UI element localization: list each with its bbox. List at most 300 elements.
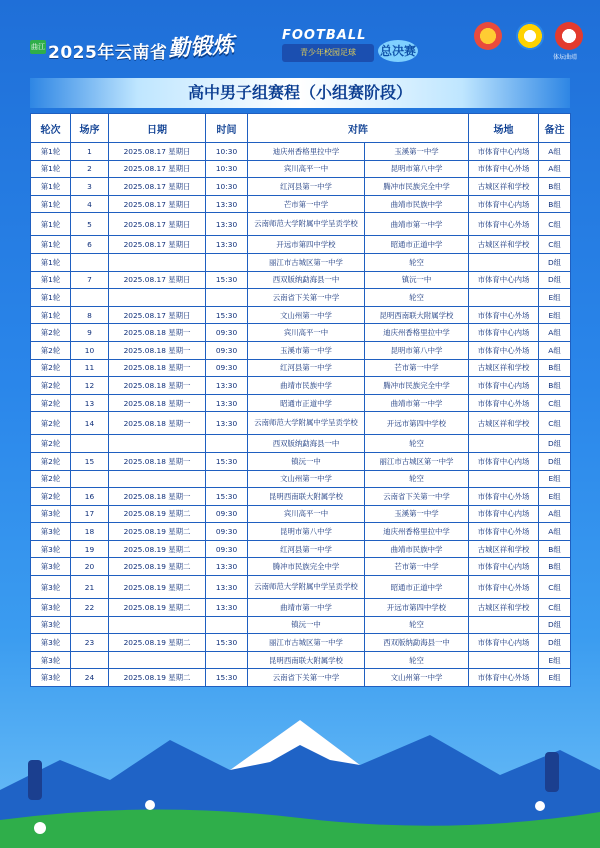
- cell-date: 2025.08.17 星期日: [109, 195, 206, 213]
- cell-date: 2025.08.19 星期二: [109, 599, 206, 617]
- cell-note: B组: [539, 558, 571, 576]
- header-final-label: 总决赛: [378, 40, 418, 62]
- cell-home-team: 迪庆州香格里拉中学: [248, 143, 365, 161]
- cell-away-team: 曲靖市民族中学: [365, 195, 469, 213]
- cell-venue: 市体育中心外场: [469, 394, 539, 412]
- cell-time: 10:30: [206, 178, 248, 196]
- cell-home-team: 西双版纳勐海县一中: [248, 435, 365, 453]
- cell-away-team: 芒市第一中学: [365, 558, 469, 576]
- cell-time: 10:30: [206, 160, 248, 178]
- table-row: [31, 599, 571, 617]
- cell-round: 第3轮: [31, 576, 71, 599]
- table-row: [31, 412, 571, 435]
- cell-time: 15:30: [206, 452, 248, 470]
- football-icon: [145, 800, 155, 810]
- cell-home-team: 芒市第一中学: [248, 195, 365, 213]
- header-note: 备注: [539, 114, 571, 143]
- header-football-sub: 青少年校园足球: [282, 44, 374, 62]
- cell-no: 7: [71, 271, 109, 289]
- cell-round: 第1轮: [31, 160, 71, 178]
- cell-home-team: 昭通市正道中学: [248, 394, 365, 412]
- cell-note: B组: [539, 377, 571, 395]
- mountain-scenery: [0, 700, 600, 848]
- cell-no: 16: [71, 488, 109, 506]
- cell-away-team: 镇沅一中: [365, 271, 469, 289]
- table-row: [31, 523, 571, 541]
- cell-date: 2025.08.19 星期二: [109, 558, 206, 576]
- header-round: 轮次: [31, 114, 71, 143]
- cell-time: 13:30: [206, 195, 248, 213]
- cell-no: 19: [71, 540, 109, 558]
- cell-date: 2025.08.17 星期日: [109, 143, 206, 161]
- cell-round: 第3轮: [31, 651, 71, 669]
- cell-home-team: 红河县第一中学: [248, 540, 365, 558]
- cell-time: 13:30: [206, 558, 248, 576]
- cell-no: 20: [71, 558, 109, 576]
- cell-time: 09:30: [206, 341, 248, 359]
- cell-note: D组: [539, 435, 571, 453]
- cell-home-team: 宾川高平一中: [248, 324, 365, 342]
- cell-note: A组: [539, 143, 571, 161]
- cell-away-team: 轮空: [365, 470, 469, 488]
- header-year-title: 2025年云南省: [48, 43, 168, 63]
- cell-no: 2: [71, 160, 109, 178]
- table-row: [31, 669, 571, 687]
- cell-date: [109, 253, 206, 271]
- cell-venue: 市体育中心内场: [469, 143, 539, 161]
- cell-home-team: 镇沅一中: [248, 616, 365, 634]
- cell-no: [71, 616, 109, 634]
- cell-home-team: 玉溪市第一中学: [248, 341, 365, 359]
- cell-venue: 古城区祥和学校: [469, 359, 539, 377]
- cell-venue: 市体育中心内场: [469, 505, 539, 523]
- cell-no: 8: [71, 306, 109, 324]
- cell-away-team: 丽江市古城区第一中学: [365, 452, 469, 470]
- table-row: [31, 160, 571, 178]
- cell-no: 1: [71, 143, 109, 161]
- cell-round: 第3轮: [31, 523, 71, 541]
- cell-round: 第1轮: [31, 143, 71, 161]
- cell-note: A组: [539, 341, 571, 359]
- cell-round: 第1轮: [31, 236, 71, 254]
- cell-venue: 市体育中心外场: [469, 160, 539, 178]
- cell-away-team: 昆明西南联大附属学校: [365, 306, 469, 324]
- cell-note: E组: [539, 669, 571, 687]
- cell-venue: 市体育中心外场: [469, 669, 539, 687]
- cell-venue: [469, 651, 539, 669]
- cell-note: E组: [539, 289, 571, 307]
- cell-round: 第2轮: [31, 412, 71, 435]
- cell-venue: 古城区祥和学校: [469, 236, 539, 254]
- table-row: [31, 394, 571, 412]
- cell-home-team: 云南省下关第一中学: [248, 289, 365, 307]
- cell-date: [109, 616, 206, 634]
- player-figure: [28, 760, 42, 800]
- cell-date: 2025.08.18 星期一: [109, 488, 206, 506]
- cell-home-team: 文山州第一中学: [248, 306, 365, 324]
- cell-round: 第1轮: [31, 271, 71, 289]
- cell-note: D组: [539, 452, 571, 470]
- cell-no: [71, 470, 109, 488]
- header-venue: 场地: [469, 114, 539, 143]
- cell-time: [206, 289, 248, 307]
- table-header-row: [31, 114, 571, 143]
- cell-date: [109, 289, 206, 307]
- cell-date: 2025.08.17 星期日: [109, 306, 206, 324]
- cell-round: 第2轮: [31, 488, 71, 506]
- cell-no: 12: [71, 377, 109, 395]
- table-row: [31, 324, 571, 342]
- cell-time: 10:30: [206, 143, 248, 161]
- cell-away-team: 开远市第四中学校: [365, 412, 469, 435]
- cell-no: [71, 651, 109, 669]
- page-title-banner: [30, 78, 570, 108]
- cell-round: 第2轮: [31, 394, 71, 412]
- football-icon: [535, 801, 545, 811]
- cell-time: 15:30: [206, 634, 248, 652]
- cell-date: 2025.08.18 星期一: [109, 394, 206, 412]
- cell-round: 第1轮: [31, 289, 71, 307]
- cell-time: 15:30: [206, 488, 248, 506]
- cell-time: 09:30: [206, 359, 248, 377]
- cell-home-team: 云南师范大学附属中学呈贡学校: [248, 576, 365, 599]
- table-row: [31, 452, 571, 470]
- cell-no: 6: [71, 236, 109, 254]
- cell-note: A组: [539, 523, 571, 541]
- cell-no: 10: [71, 341, 109, 359]
- cell-round: 第3轮: [31, 616, 71, 634]
- cell-time: 13:30: [206, 599, 248, 617]
- cell-away-team: 开远市第四中学校: [365, 599, 469, 617]
- table-row: [31, 470, 571, 488]
- cell-home-team: 昆明市第八中学: [248, 523, 365, 541]
- cell-no: 13: [71, 394, 109, 412]
- cell-note: E组: [539, 651, 571, 669]
- cell-round: 第2轮: [31, 377, 71, 395]
- cell-date: 2025.08.19 星期二: [109, 523, 206, 541]
- cell-venue: 市体育中心内场: [469, 377, 539, 395]
- city-logo-caption: 体坛曲靖: [553, 54, 578, 61]
- cell-home-team: 宾川高平一中: [248, 160, 365, 178]
- table-row: [31, 253, 571, 271]
- cell-round: 第3轮: [31, 669, 71, 687]
- cell-date: [109, 470, 206, 488]
- cell-home-team: 开远市第四中学校: [248, 236, 365, 254]
- football-icon: [34, 822, 46, 834]
- schedule-table-wrap: [30, 113, 570, 687]
- cell-home-team: 文山州第一中学: [248, 470, 365, 488]
- cell-home-team: 丽江市古城区第一中学: [248, 634, 365, 652]
- cell-venue: 古城区祥和学校: [469, 540, 539, 558]
- cell-note: A组: [539, 324, 571, 342]
- sports-logo-icon: [516, 22, 544, 50]
- cell-venue: 市体育中心外场: [469, 488, 539, 506]
- cell-round: 第1轮: [31, 253, 71, 271]
- cell-time: 15:30: [206, 306, 248, 324]
- table-row: [31, 341, 571, 359]
- cell-home-team: 云南师范大学附属中学呈贡学校: [248, 412, 365, 435]
- cell-away-team: 曲靖市民族中学: [365, 540, 469, 558]
- cell-no: 3: [71, 178, 109, 196]
- cell-venue: [469, 616, 539, 634]
- cell-date: 2025.08.17 星期日: [109, 213, 206, 236]
- city-logo-icon: [555, 22, 583, 50]
- cell-round: 第3轮: [31, 505, 71, 523]
- cell-no: 18: [71, 523, 109, 541]
- cell-home-team: 镇沅一中: [248, 452, 365, 470]
- cell-venue: 市体育中心内场: [469, 558, 539, 576]
- table-row: [31, 236, 571, 254]
- cell-note: C组: [539, 599, 571, 617]
- cell-round: 第2轮: [31, 470, 71, 488]
- cell-round: 第3轮: [31, 634, 71, 652]
- cell-no: 22: [71, 599, 109, 617]
- header-no: 场序: [71, 114, 109, 143]
- cell-venue: 古城区祥和学校: [469, 599, 539, 617]
- cell-time: [206, 651, 248, 669]
- cell-venue: [469, 253, 539, 271]
- cell-date: 2025.08.19 星期二: [109, 576, 206, 599]
- cell-date: 2025.08.18 星期一: [109, 359, 206, 377]
- table-row: [31, 377, 571, 395]
- cell-no: 14: [71, 412, 109, 435]
- cell-time: [206, 435, 248, 453]
- table-row: [31, 540, 571, 558]
- cell-venue: 市体育中心外场: [469, 341, 539, 359]
- cell-no: 9: [71, 324, 109, 342]
- header-time: 时间: [206, 114, 248, 143]
- cell-date: 2025.08.19 星期二: [109, 540, 206, 558]
- cell-away-team: 文山州第一中学: [365, 669, 469, 687]
- schedule-table: [30, 113, 571, 687]
- cell-home-team: 腾冲市民族完全中学: [248, 558, 365, 576]
- cell-home-team: 红河县第一中学: [248, 178, 365, 196]
- cell-no: [71, 435, 109, 453]
- cell-date: 2025.08.18 星期一: [109, 324, 206, 342]
- cell-date: 2025.08.17 星期日: [109, 236, 206, 254]
- cell-venue: 古城区祥和学校: [469, 412, 539, 435]
- cell-note: C组: [539, 236, 571, 254]
- cell-note: C组: [539, 576, 571, 599]
- cell-round: 第2轮: [31, 435, 71, 453]
- cell-round: 第2轮: [31, 359, 71, 377]
- cell-time: [206, 470, 248, 488]
- cell-note: C组: [539, 394, 571, 412]
- cell-away-team: 昭通市正道中学: [365, 576, 469, 599]
- cell-away-team: 昭通市正道中学: [365, 236, 469, 254]
- cell-venue: [469, 470, 539, 488]
- cell-round: 第1轮: [31, 306, 71, 324]
- table-row: [31, 306, 571, 324]
- table-row: [31, 271, 571, 289]
- cell-time: [206, 253, 248, 271]
- cell-round: 第3轮: [31, 558, 71, 576]
- event-logo-icon: [474, 22, 502, 50]
- table-row: [31, 289, 571, 307]
- cell-time: 09:30: [206, 324, 248, 342]
- player-figure: [545, 752, 559, 792]
- cell-home-team: 丽江市古城区第一中学: [248, 253, 365, 271]
- cell-home-team: 昆明西南联大附属学校: [248, 651, 365, 669]
- cell-note: A组: [539, 505, 571, 523]
- cell-away-team: 腾冲市民族完全中学: [365, 377, 469, 395]
- cell-date: [109, 435, 206, 453]
- cell-note: E组: [539, 488, 571, 506]
- cell-venue: 市体育中心外场: [469, 213, 539, 236]
- cell-date: 2025.08.18 星期一: [109, 412, 206, 435]
- cell-round: 第1轮: [31, 195, 71, 213]
- header-match: 对阵: [248, 114, 469, 143]
- cell-round: 第2轮: [31, 324, 71, 342]
- page-title: 高中男子组赛程（小组赛阶段）: [187, 83, 412, 102]
- badge-icon: 曲江: [30, 40, 46, 54]
- table-row: [31, 634, 571, 652]
- cell-date: [109, 651, 206, 669]
- table-row: [31, 143, 571, 161]
- cell-away-team: 轮空: [365, 289, 469, 307]
- cell-away-team: 云南省下关第一中学: [365, 488, 469, 506]
- cell-note: D组: [539, 634, 571, 652]
- cell-no: [71, 289, 109, 307]
- cell-round: 第1轮: [31, 213, 71, 236]
- cell-time: [206, 616, 248, 634]
- table-row: [31, 435, 571, 453]
- table-row: [31, 651, 571, 669]
- cell-away-team: 玉溪第一中学: [365, 143, 469, 161]
- cell-note: B组: [539, 195, 571, 213]
- cell-date: 2025.08.17 星期日: [109, 271, 206, 289]
- cell-venue: 市体育中心外场: [469, 306, 539, 324]
- cell-date: 2025.08.19 星期二: [109, 669, 206, 687]
- cell-date: 2025.08.19 星期二: [109, 505, 206, 523]
- cell-home-team: 昆明西南联大附属学校: [248, 488, 365, 506]
- cell-round: 第2轮: [31, 341, 71, 359]
- cell-away-team: 轮空: [365, 435, 469, 453]
- cell-venue: 市体育中心内场: [469, 452, 539, 470]
- cell-note: C组: [539, 412, 571, 435]
- cell-venue: 古城区祥和学校: [469, 178, 539, 196]
- header-football-en: FOOTBALL: [282, 28, 367, 43]
- cell-note: C组: [539, 213, 571, 236]
- cell-home-team: 云南师范大学附属中学呈贡学校: [248, 213, 365, 236]
- cell-away-team: 昆明市第八中学: [365, 341, 469, 359]
- header-calligraphy: 勤锻炼: [167, 31, 235, 63]
- cell-note: D组: [539, 271, 571, 289]
- cell-away-team: 迪庆州香格里拉中学: [365, 324, 469, 342]
- table-row: [31, 505, 571, 523]
- cell-away-team: 轮空: [365, 616, 469, 634]
- table-row: [31, 558, 571, 576]
- cell-note: B组: [539, 540, 571, 558]
- cell-home-team: 宾川高平一中: [248, 505, 365, 523]
- cell-away-team: 玉溪第一中学: [365, 505, 469, 523]
- cell-note: D组: [539, 253, 571, 271]
- cell-venue: 市体育中心内场: [469, 324, 539, 342]
- cell-note: E组: [539, 470, 571, 488]
- cell-venue: [469, 435, 539, 453]
- cell-venue: 市体育中心内场: [469, 634, 539, 652]
- cell-time: 09:30: [206, 540, 248, 558]
- table-body: [31, 143, 571, 687]
- cell-away-team: 曲靖市第一中学: [365, 394, 469, 412]
- cell-home-team: 曲靖市第一中学: [248, 599, 365, 617]
- cell-note: E组: [539, 306, 571, 324]
- cell-round: 第1轮: [31, 178, 71, 196]
- cell-no: 17: [71, 505, 109, 523]
- header-date: 日期: [109, 114, 206, 143]
- cell-round: 第3轮: [31, 599, 71, 617]
- cell-home-team: 云南省下关第一中学: [248, 669, 365, 687]
- cell-date: 2025.08.17 星期日: [109, 178, 206, 196]
- cell-time: 09:30: [206, 523, 248, 541]
- cell-venue: 市体育中心内场: [469, 195, 539, 213]
- cell-venue: 市体育中心内场: [469, 271, 539, 289]
- cell-round: 第2轮: [31, 452, 71, 470]
- cell-time: 15:30: [206, 271, 248, 289]
- cell-away-team: 腾冲市民族完全中学: [365, 178, 469, 196]
- cell-no: 4: [71, 195, 109, 213]
- cell-note: D组: [539, 616, 571, 634]
- cell-date: 2025.08.18 星期一: [109, 341, 206, 359]
- cell-away-team: 西双版纳勐海县一中: [365, 634, 469, 652]
- table-row: [31, 488, 571, 506]
- cell-no: 21: [71, 576, 109, 599]
- cell-date: 2025.08.18 星期一: [109, 452, 206, 470]
- cell-no: 24: [71, 669, 109, 687]
- table-row: [31, 616, 571, 634]
- poster-header: [0, 0, 600, 78]
- cell-away-team: 轮空: [365, 253, 469, 271]
- cell-date: 2025.08.18 星期一: [109, 377, 206, 395]
- table-row: [31, 359, 571, 377]
- cell-note: B组: [539, 359, 571, 377]
- table-row: [31, 576, 571, 599]
- cell-date: 2025.08.19 星期二: [109, 634, 206, 652]
- table-row: [31, 178, 571, 196]
- cell-away-team: 轮空: [365, 651, 469, 669]
- cell-time: 13:30: [206, 394, 248, 412]
- cell-time: 15:30: [206, 669, 248, 687]
- cell-venue: [469, 289, 539, 307]
- cell-round: 第3轮: [31, 540, 71, 558]
- cell-away-team: 迪庆州香格里拉中学: [365, 523, 469, 541]
- cell-away-team: 曲靖市第一中学: [365, 213, 469, 236]
- cell-home-team: 西双版纳勐海县一中: [248, 271, 365, 289]
- cell-note: A组: [539, 160, 571, 178]
- cell-no: 15: [71, 452, 109, 470]
- cell-time: 13:30: [206, 412, 248, 435]
- cell-no: 5: [71, 213, 109, 236]
- cell-no: [71, 253, 109, 271]
- table-row: [31, 195, 571, 213]
- cell-time: 13:30: [206, 213, 248, 236]
- cell-away-team: 昆明市第八中学: [365, 160, 469, 178]
- cell-home-team: 红河县第一中学: [248, 359, 365, 377]
- cell-home-team: 曲靖市民族中学: [248, 377, 365, 395]
- cell-note: B组: [539, 178, 571, 196]
- cell-time: 13:30: [206, 576, 248, 599]
- cell-no: 11: [71, 359, 109, 377]
- table-row: [31, 213, 571, 236]
- cell-date: 2025.08.17 星期日: [109, 160, 206, 178]
- cell-time: 09:30: [206, 505, 248, 523]
- cell-venue: 市体育中心外场: [469, 576, 539, 599]
- cell-venue: 市体育中心外场: [469, 523, 539, 541]
- cell-no: 23: [71, 634, 109, 652]
- cell-time: 13:30: [206, 377, 248, 395]
- cell-time: 13:30: [206, 236, 248, 254]
- cell-away-team: 芒市第一中学: [365, 359, 469, 377]
